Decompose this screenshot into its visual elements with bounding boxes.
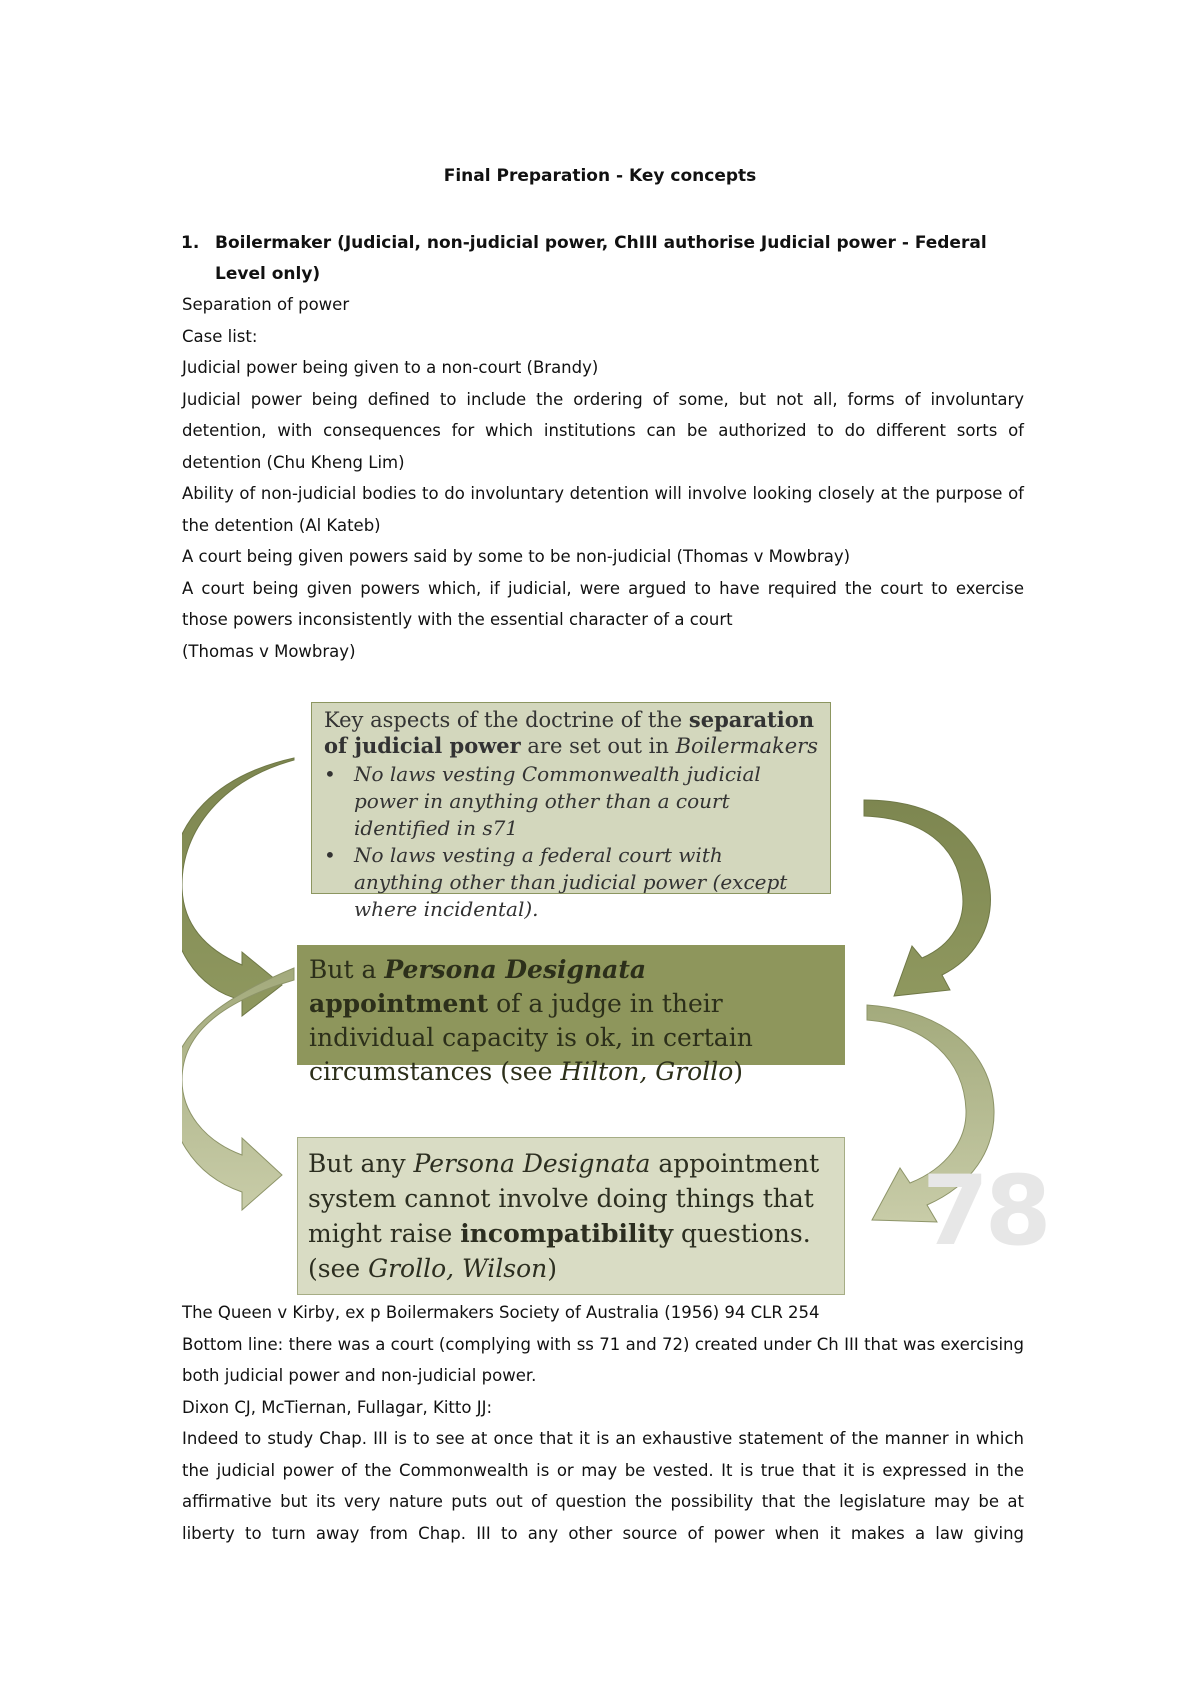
box1-title-mid: are set out in: [520, 734, 676, 758]
box3-persona: Persona Designata: [413, 1149, 651, 1178]
section-heading: [181, 228, 1025, 290]
intro-text: [182, 289, 1024, 667]
box3-bold: incompatibility: [460, 1219, 674, 1248]
box1-bullet-list: [324, 761, 818, 923]
box1-title-italic: Boilermakers: [675, 734, 818, 758]
box2-cases: Hilton, Grollo: [560, 1057, 734, 1086]
judges-line: Dixon CJ, McTiernan, Fullagar, Kitto JJ:: [182, 1397, 493, 1417]
boilermakers-aspects-box: [311, 702, 831, 921]
intro-line: Separation of power: [182, 295, 350, 314]
intro-line: Ability of non-judicial bodies to do involuntary detention will involve looking closely at the purpose of the detention (Al Kateb): [182, 484, 1024, 535]
box3-pre: But any: [308, 1149, 414, 1178]
intro-line: A court being given powers which, if judicial, were argued to have required the court to exercise those powers inconsistently with the essential character of a court: [182, 578, 1024, 629]
intro-line: Judicial power being defined to include the ordering of some, but not all, forms of involuntary detention, with consequences for which institutions can be authorized to do different sorts of detention (Chu Kheng Lim): [182, 389, 1024, 472]
box1-title-bold: separation of judicial power: [324, 707, 815, 758]
page-title: Final Preparation - Key concepts: [443, 166, 757, 186]
box3-cases: Grollo, Wilson: [368, 1254, 548, 1283]
intro-line: Judicial power being given to a non-court (Brandy): [182, 358, 599, 377]
intro-line: (Thomas v Mowbray): [182, 641, 356, 661]
box1-bullet: • No laws vesting Commonwealth judicial power in anything other than a court identified in s71: [354, 761, 818, 842]
section-heading-text: Boilermaker (Judicial, non-judicial power, ChIII authorise Judicial power - Federal Level only): [215, 233, 987, 284]
box2-post: of a judge in their individual capacity is ok, in certain circumstances (see: [309, 989, 753, 1086]
box1-bullet: • No laws vesting a federal court with anything other than judicial power (except where incidental).: [354, 842, 818, 923]
slide-page-number: 78: [922, 1155, 1048, 1267]
box2-pre: But a: [309, 955, 385, 984]
separation-of-power-diagram: [182, 700, 1048, 1295]
box2-appointment: appointment: [309, 989, 489, 1018]
box2-end: ): [733, 1057, 744, 1086]
section-number: 1.: [181, 233, 200, 253]
case-text: [182, 1297, 1024, 1549]
case-citation: The Queen v Kirby, ex p Boilermakers Society of Australia (1956) 94 CLR 254: [182, 1303, 820, 1322]
box3-end: ): [547, 1254, 558, 1283]
box3-post: questions. (see: [308, 1219, 811, 1283]
intro-line: A court being given powers said by some to be non-judicial (Thomas v Mowbray): [182, 547, 851, 566]
box1-title-pre: Key aspects of the doctrine of the: [324, 708, 689, 732]
bottom-line: Bottom line: there was a court (complying with ss 71 and 72) created under Ch III that was exercising both judicial power and non-judicial power.: [182, 1334, 1024, 1385]
box2-persona: Persona Designata: [384, 955, 647, 984]
box3-mid: appointment system cannot involve doing things that might raise: [308, 1149, 820, 1248]
intro-line: Case list:: [182, 326, 258, 346]
incompatibility-box: [297, 1137, 845, 1295]
arrow-top-right: [864, 800, 990, 996]
arrow-bottom-left: [182, 968, 294, 1210]
box1-title: [324, 707, 818, 759]
persona-designata-ok-box: [297, 945, 845, 1086]
quote-paragraph: Indeed to study Chap. III is to see at once that it is an exhaustive statement of the manner in which the judicial power of the Commonwealth is or may be vested. It is true that it is expressed in the affirmative but its very nature puts out of question the possibility that the legislature may be at liberty to turn away from Chap. III to any other source of power when it makes a law giving: [182, 1429, 1024, 1543]
